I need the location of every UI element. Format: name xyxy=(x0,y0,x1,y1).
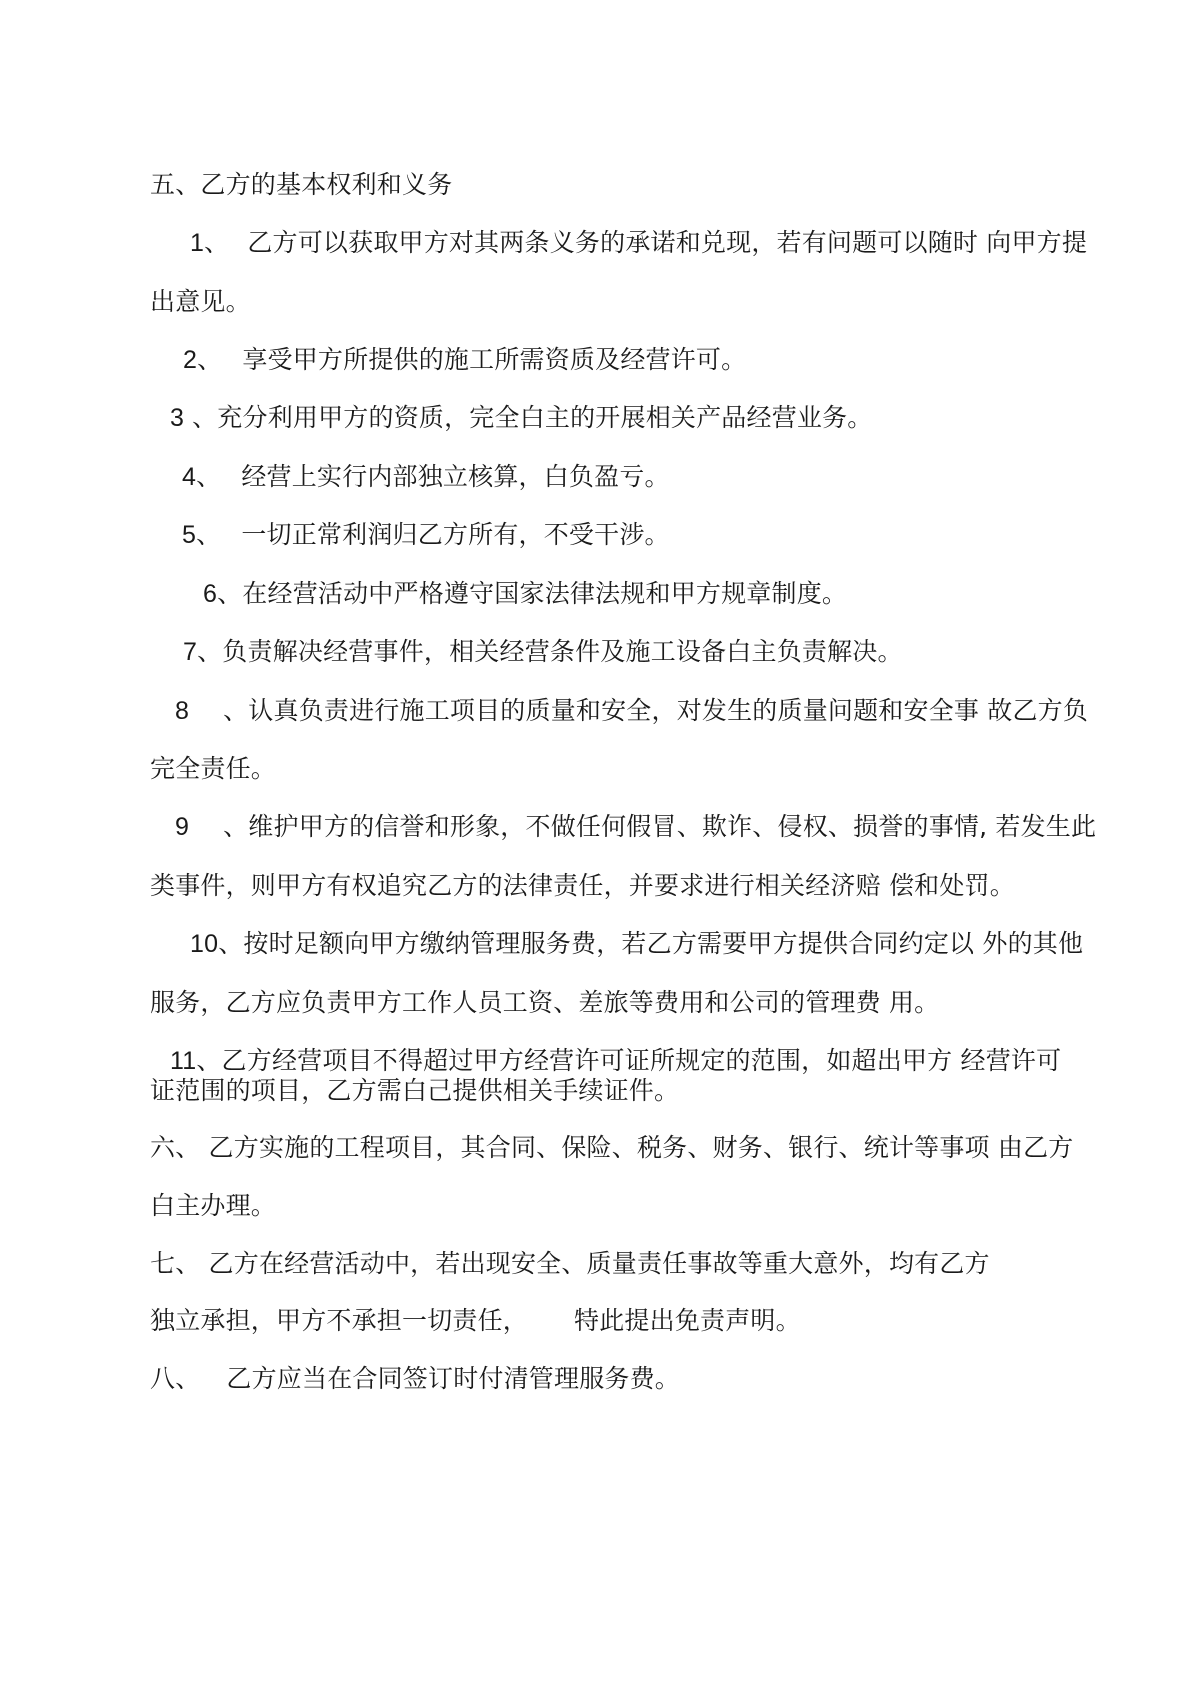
section-7-line-2 xyxy=(150,1306,801,1336)
item-number: 3 xyxy=(170,404,185,432)
section-6-line-2: 白主办理。 xyxy=(150,1191,277,1220)
section-6-line-1: 六、 乙方实施的工程项目，其合同、保险、税务、财务、银行、统计等事项 由乙方 xyxy=(150,1133,1074,1162)
item-text: 、乙方经营项目不得超过甲方经营许可证所规定的范围，如超出甲方 经营许可 xyxy=(196,1046,1062,1075)
list-item-10-continuation: 服务，乙方应负责甲方工作人员工资、差旅等费用和公司的管理费 用。 xyxy=(150,988,940,1017)
list-item-5 xyxy=(182,520,670,550)
item-number: 7 xyxy=(183,638,198,666)
list-item-9-continuation: 类事件，则甲方有权追究乙方的法律责任，并要求进行相关经济赔 偿和处罚。 xyxy=(150,871,1015,900)
section-8-number: 八、 xyxy=(150,1364,201,1393)
list-item-8 xyxy=(175,696,1088,726)
item-number: 11 xyxy=(170,1047,197,1075)
list-item-9 xyxy=(175,812,1096,842)
item-text: 享受甲方所提供的施工所需资质及经营许可。 xyxy=(242,345,747,374)
item-number: 6 xyxy=(203,580,218,608)
list-item-8-continuation: 完全责任。 xyxy=(150,754,277,783)
list-item-7 xyxy=(183,637,903,667)
item-text: 、充分利用甲方的资质，完全白主的开展相关产品经营业务。 xyxy=(192,403,873,432)
item-text: 、认真负责进行施工项目的质量和安全，对发生的质量问题和安全事 故乙方负 xyxy=(223,696,1089,725)
item-text: 、负责解决经营事件，相关经营条件及施工设备白主负责解决。 xyxy=(197,637,903,666)
list-item-2 xyxy=(183,345,746,375)
item-number: 5、 xyxy=(182,521,222,549)
item-text: 经营上实行内部独立核算，白负盈亏。 xyxy=(241,462,670,491)
item-number: 1、 xyxy=(190,229,230,257)
item-number: 8 xyxy=(175,697,190,725)
list-item-1 xyxy=(190,228,1087,258)
section-7-line-2-part-a: 独立承担，甲方不承担一切责任， xyxy=(150,1306,529,1335)
item-text: 、按时足额向甲方缴纳管理服务费，若乙方需要甲方提供合同约定以 外的其他 xyxy=(218,929,1084,958)
item-number: 2、 xyxy=(183,346,223,374)
section-8 xyxy=(150,1364,680,1394)
list-item-4 xyxy=(182,462,670,492)
item-number: 10 xyxy=(190,930,219,958)
item-text: 一切正常利润归乙方所有，不受干涉。 xyxy=(241,520,670,549)
list-item-10 xyxy=(190,929,1083,959)
list-item-1-continuation: 出意见。 xyxy=(150,287,251,316)
item-number: 9 xyxy=(175,813,190,841)
item-text: 、维护甲方的信誉和形象，不做任何假冒、欺诈、侵权、损誉的事情, 若发生此 xyxy=(223,812,1097,841)
section-heading: 五、乙方的基本权利和义务 xyxy=(150,170,453,199)
list-item-3 xyxy=(170,403,873,433)
section-7-line-2-part-b: 特此提出免责声明。 xyxy=(574,1306,801,1335)
list-item-6 xyxy=(203,579,847,609)
section-7-line-1: 七、 乙方在经营活动中，若出现安全、质量责任事故等重大意外，均有乙方 xyxy=(150,1249,990,1278)
list-item-11 xyxy=(170,1046,1061,1076)
item-text: 乙方可以获取甲方对其两条义务的承诺和兑现，若有问题可以随时 向甲方提 xyxy=(247,228,1088,257)
item-number: 4、 xyxy=(182,463,222,491)
list-item-11-continuation: 证范围的项目，乙方需白己提供相关手续证件。 xyxy=(150,1076,680,1105)
item-text: 、在经营活动中严格遵守国家法律法规和甲方规章制度。 xyxy=(217,579,848,608)
section-8-text: 乙方应当在合同签订时付清管理服务费。 xyxy=(226,1364,681,1393)
